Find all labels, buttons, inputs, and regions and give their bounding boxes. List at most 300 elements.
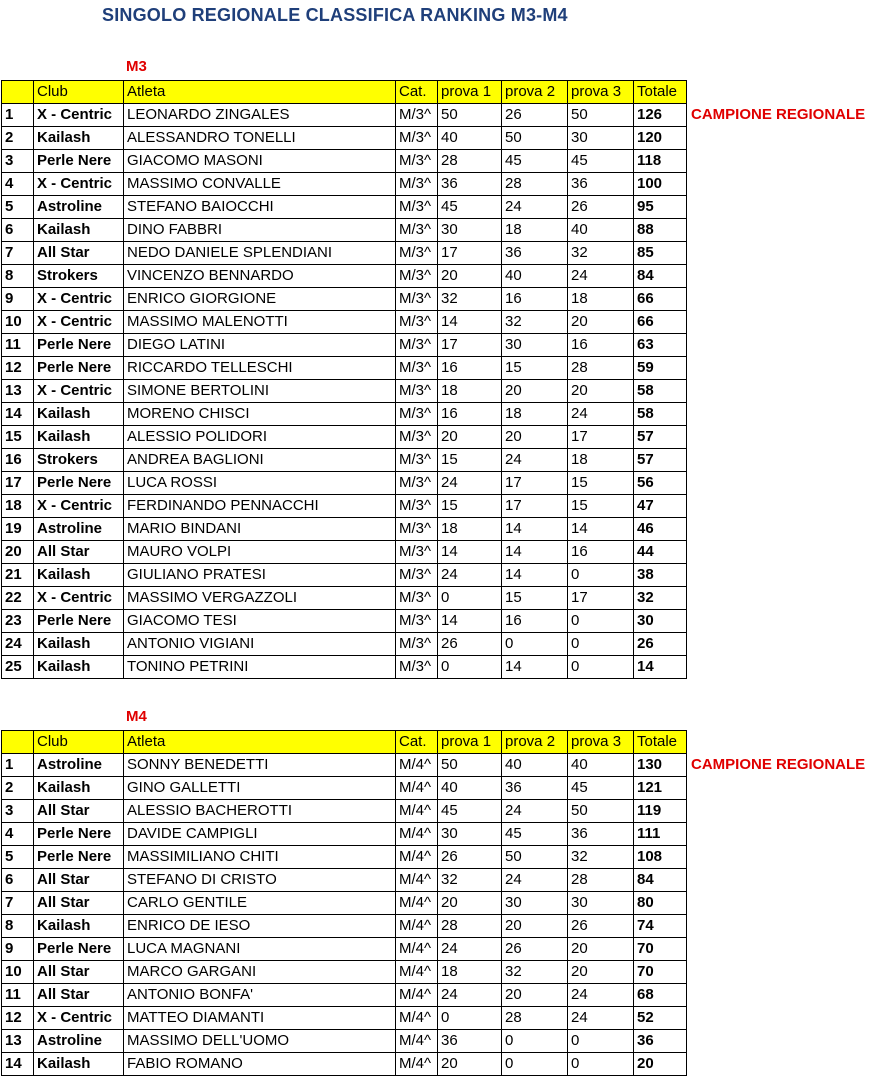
cell-prova-3: 15 <box>568 472 634 495</box>
cell-totale: 111 <box>634 823 687 846</box>
cell-prova-3: 36 <box>568 823 634 846</box>
table-row <box>2 150 687 173</box>
cell-atleta: SIMONE BERTOLINI <box>124 380 396 403</box>
header-cat: Cat. <box>396 731 438 754</box>
cell-rank: 23 <box>2 610 34 633</box>
cell-prova-1: 24 <box>438 938 502 961</box>
cell-totale: 20 <box>634 1053 687 1076</box>
cell-cat: M/3^ <box>396 150 438 173</box>
cell-rank: 20 <box>2 541 34 564</box>
cell-totale: 84 <box>634 265 687 288</box>
cell-cat: M/3^ <box>396 610 438 633</box>
cell-prova-2: 45 <box>502 823 568 846</box>
cell-atleta: NEDO DANIELE SPLENDIANI <box>124 242 396 265</box>
cell-cat: M/3^ <box>396 265 438 288</box>
table-row <box>2 984 687 1007</box>
cell-prova-3: 36 <box>568 173 634 196</box>
cell-totale: 57 <box>634 449 687 472</box>
cell-atleta: ALESSIO BACHEROTTI <box>124 800 396 823</box>
cell-totale: 118 <box>634 150 687 173</box>
table-row <box>2 403 687 426</box>
cell-cat: M/3^ <box>396 656 438 679</box>
cell-rank: 7 <box>2 242 34 265</box>
cell-club: Kailash <box>34 633 124 656</box>
cell-prova-2: 20 <box>502 380 568 403</box>
cell-rank: 22 <box>2 587 34 610</box>
cell-prova-3: 28 <box>568 869 634 892</box>
cell-prova-2: 28 <box>502 1007 568 1030</box>
cell-rank: 12 <box>2 1007 34 1030</box>
cell-atleta: VINCENZO BENNARDO <box>124 265 396 288</box>
cell-prova-2: 30 <box>502 892 568 915</box>
cell-cat: M/3^ <box>396 403 438 426</box>
cell-cat: M/3^ <box>396 219 438 242</box>
cell-prova-1: 20 <box>438 426 502 449</box>
cell-atleta: MARCO GARGANI <box>124 961 396 984</box>
header-club: Club <box>34 731 124 754</box>
cell-cat: M/4^ <box>396 938 438 961</box>
cell-prova-1: 16 <box>438 403 502 426</box>
cell-prova-1: 40 <box>438 127 502 150</box>
cell-cat: M/3^ <box>396 127 438 150</box>
cell-club: Kailash <box>34 1053 124 1076</box>
cell-prova-3: 20 <box>568 961 634 984</box>
cell-cat: M/4^ <box>396 961 438 984</box>
cell-atleta: RICCARDO TELLESCHI <box>124 357 396 380</box>
cell-club: Perle Nere <box>34 334 124 357</box>
cell-cat: M/3^ <box>396 311 438 334</box>
cell-club: All Star <box>34 869 124 892</box>
cell-cat: M/3^ <box>396 564 438 587</box>
cell-cat: M/3^ <box>396 104 438 127</box>
cell-totale: 88 <box>634 219 687 242</box>
cell-atleta: MASSIMO DELL'UOMO <box>124 1030 396 1053</box>
cell-totale: 121 <box>634 777 687 800</box>
cell-prova-2: 14 <box>502 518 568 541</box>
table-row <box>2 1053 687 1076</box>
cell-totale: 36 <box>634 1030 687 1053</box>
cell-prova-2: 18 <box>502 403 568 426</box>
cell-prova-1: 0 <box>438 587 502 610</box>
cell-prova-1: 28 <box>438 150 502 173</box>
cell-club: X - Centric <box>34 587 124 610</box>
cell-prova-1: 14 <box>438 610 502 633</box>
cell-cat: M/4^ <box>396 777 438 800</box>
cell-prova-3: 0 <box>568 633 634 656</box>
cell-prova-2: 24 <box>502 869 568 892</box>
cell-prova-3: 26 <box>568 196 634 219</box>
cell-prova-1: 14 <box>438 311 502 334</box>
cell-totale: 58 <box>634 403 687 426</box>
cell-prova-2: 50 <box>502 127 568 150</box>
cell-cat: M/3^ <box>396 242 438 265</box>
cell-cat: M/4^ <box>396 1007 438 1030</box>
header-row <box>2 731 687 754</box>
cell-prova-1: 17 <box>438 242 502 265</box>
cell-atleta: DINO FABBRI <box>124 219 396 242</box>
table-row <box>2 288 687 311</box>
header-rank <box>2 731 34 754</box>
table-row <box>2 334 687 357</box>
cell-rank: 18 <box>2 495 34 518</box>
cell-cat: M/4^ <box>396 892 438 915</box>
table-row <box>2 127 687 150</box>
cell-club: Perle Nere <box>34 472 124 495</box>
cell-prova-3: 18 <box>568 449 634 472</box>
section-label-m3: M3 <box>126 58 147 75</box>
cell-prova-2: 26 <box>502 104 568 127</box>
header-row <box>2 81 687 104</box>
cell-cat: M/4^ <box>396 869 438 892</box>
cell-club: Kailash <box>34 127 124 150</box>
cell-atleta: STEFANO BAIOCCHI <box>124 196 396 219</box>
cell-rank: 7 <box>2 892 34 915</box>
cell-prova-3: 0 <box>568 1030 634 1053</box>
cell-club: Kailash <box>34 564 124 587</box>
cell-club: X - Centric <box>34 380 124 403</box>
cell-prova-2: 17 <box>502 472 568 495</box>
cell-atleta: MASSIMILIANO CHITI <box>124 846 396 869</box>
cell-cat: M/3^ <box>396 449 438 472</box>
cell-totale: 74 <box>634 915 687 938</box>
cell-prova-3: 45 <box>568 150 634 173</box>
cell-prova-3: 45 <box>568 777 634 800</box>
table-row <box>2 196 687 219</box>
cell-prova-1: 20 <box>438 892 502 915</box>
cell-prova-1: 20 <box>438 265 502 288</box>
cell-prova-3: 50 <box>568 104 634 127</box>
cell-atleta: FABIO ROMANO <box>124 1053 396 1076</box>
cell-prova-3: 28 <box>568 357 634 380</box>
cell-club: Kailash <box>34 777 124 800</box>
cell-prova-3: 18 <box>568 288 634 311</box>
cell-prova-3: 15 <box>568 495 634 518</box>
ranking-table-m3 <box>1 80 687 679</box>
cell-prova-2: 28 <box>502 173 568 196</box>
cell-rank: 9 <box>2 288 34 311</box>
cell-cat: M/4^ <box>396 915 438 938</box>
cell-atleta: MASSIMO VERGAZZOLI <box>124 587 396 610</box>
cell-totale: 63 <box>634 334 687 357</box>
cell-club: All Star <box>34 892 124 915</box>
cell-cat: M/3^ <box>396 587 438 610</box>
cell-prova-1: 50 <box>438 754 502 777</box>
cell-rank: 5 <box>2 846 34 869</box>
cell-atleta: GIULIANO PRATESI <box>124 564 396 587</box>
cell-club: Astroline <box>34 196 124 219</box>
cell-prova-3: 0 <box>568 610 634 633</box>
cell-prova-1: 45 <box>438 196 502 219</box>
cell-rank: 13 <box>2 380 34 403</box>
cell-atleta: LUCA MAGNANI <box>124 938 396 961</box>
cell-rank: 8 <box>2 265 34 288</box>
cell-prova-3: 24 <box>568 403 634 426</box>
table-row <box>2 587 687 610</box>
cell-rank: 3 <box>2 150 34 173</box>
cell-club: Perle Nere <box>34 610 124 633</box>
cell-prova-2: 45 <box>502 150 568 173</box>
cell-atleta: DIEGO LATINI <box>124 334 396 357</box>
cell-prova-1: 0 <box>438 656 502 679</box>
cell-prova-1: 24 <box>438 472 502 495</box>
table-row <box>2 357 687 380</box>
cell-prova-2: 14 <box>502 564 568 587</box>
cell-club: Perle Nere <box>34 357 124 380</box>
cell-prova-1: 26 <box>438 846 502 869</box>
cell-cat: M/3^ <box>396 288 438 311</box>
header-prova-2: prova 2 <box>502 731 568 754</box>
cell-club: Kailash <box>34 219 124 242</box>
cell-rank: 4 <box>2 173 34 196</box>
cell-club: X - Centric <box>34 104 124 127</box>
cell-atleta: ALESSANDRO TONELLI <box>124 127 396 150</box>
cell-club: Strokers <box>34 449 124 472</box>
cell-prova-1: 20 <box>438 1053 502 1076</box>
cell-cat: M/3^ <box>396 196 438 219</box>
header-totale: Totale <box>634 81 687 104</box>
cell-rank: 16 <box>2 449 34 472</box>
cell-club: Astroline <box>34 754 124 777</box>
cell-prova-3: 30 <box>568 127 634 150</box>
cell-prova-1: 30 <box>438 823 502 846</box>
cell-prova-1: 15 <box>438 495 502 518</box>
cell-totale: 66 <box>634 288 687 311</box>
table-row <box>2 938 687 961</box>
cell-atleta: MASSIMO MALENOTTI <box>124 311 396 334</box>
cell-totale: 119 <box>634 800 687 823</box>
header-totale: Totale <box>634 731 687 754</box>
cell-atleta: FERDINANDO PENNACCHI <box>124 495 396 518</box>
header-prova-3: prova 3 <box>568 731 634 754</box>
cell-rank: 13 <box>2 1030 34 1053</box>
cell-totale: 68 <box>634 984 687 1007</box>
cell-club: Kailash <box>34 403 124 426</box>
cell-prova-3: 40 <box>568 754 634 777</box>
cell-prova-2: 15 <box>502 357 568 380</box>
cell-totale: 30 <box>634 610 687 633</box>
cell-prova-2: 14 <box>502 656 568 679</box>
cell-totale: 44 <box>634 541 687 564</box>
table-row <box>2 754 687 777</box>
cell-club: All Star <box>34 541 124 564</box>
cell-prova-1: 0 <box>438 1007 502 1030</box>
cell-club: X - Centric <box>34 288 124 311</box>
cell-prova-1: 16 <box>438 357 502 380</box>
cell-atleta: MORENO CHISCI <box>124 403 396 426</box>
cell-prova-2: 20 <box>502 915 568 938</box>
cell-totale: 32 <box>634 587 687 610</box>
cell-totale: 126 <box>634 104 687 127</box>
cell-totale: 46 <box>634 518 687 541</box>
table-row <box>2 242 687 265</box>
cell-totale: 58 <box>634 380 687 403</box>
cell-prova-2: 36 <box>502 242 568 265</box>
cell-totale: 120 <box>634 127 687 150</box>
section-label-m4: M4 <box>126 708 147 725</box>
cell-cat: M/4^ <box>396 823 438 846</box>
cell-cat: M/3^ <box>396 495 438 518</box>
header-atleta: Atleta <box>124 731 396 754</box>
cell-club: Kailash <box>34 426 124 449</box>
cell-club: Astroline <box>34 518 124 541</box>
cell-cat: M/3^ <box>396 541 438 564</box>
cell-prova-2: 50 <box>502 846 568 869</box>
cell-club: Perle Nere <box>34 150 124 173</box>
cell-prova-3: 40 <box>568 219 634 242</box>
cell-prova-3: 0 <box>568 656 634 679</box>
cell-prova-2: 16 <box>502 288 568 311</box>
header-cat: Cat. <box>396 81 438 104</box>
cell-totale: 84 <box>634 869 687 892</box>
cell-club: X - Centric <box>34 495 124 518</box>
cell-cat: M/4^ <box>396 984 438 1007</box>
table-row <box>2 219 687 242</box>
cell-rank: 15 <box>2 426 34 449</box>
cell-club: X - Centric <box>34 1007 124 1030</box>
cell-rank: 12 <box>2 357 34 380</box>
cell-cat: M/4^ <box>396 1030 438 1053</box>
cell-club: X - Centric <box>34 311 124 334</box>
cell-rank: 10 <box>2 311 34 334</box>
cell-prova-1: 15 <box>438 449 502 472</box>
cell-totale: 38 <box>634 564 687 587</box>
cell-atleta: GIACOMO TESI <box>124 610 396 633</box>
cell-prova-2: 24 <box>502 800 568 823</box>
cell-club: All Star <box>34 984 124 1007</box>
table-row <box>2 915 687 938</box>
cell-prova-3: 0 <box>568 564 634 587</box>
cell-club: Strokers <box>34 265 124 288</box>
table-row <box>2 800 687 823</box>
cell-prova-1: 30 <box>438 219 502 242</box>
cell-atleta: MARIO BINDANI <box>124 518 396 541</box>
table-row <box>2 777 687 800</box>
table-row <box>2 846 687 869</box>
cell-club: Perle Nere <box>34 846 124 869</box>
cell-rank: 8 <box>2 915 34 938</box>
cell-prova-2: 24 <box>502 196 568 219</box>
cell-atleta: ENRICO GIORGIONE <box>124 288 396 311</box>
cell-rank: 1 <box>2 104 34 127</box>
cell-atleta: GIACOMO MASONI <box>124 150 396 173</box>
table-row <box>2 823 687 846</box>
cell-rank: 9 <box>2 938 34 961</box>
cell-prova-2: 36 <box>502 777 568 800</box>
cell-cat: M/3^ <box>396 472 438 495</box>
cell-totale: 130 <box>634 754 687 777</box>
cell-prova-2: 32 <box>502 961 568 984</box>
header-rank <box>2 81 34 104</box>
cell-prova-1: 18 <box>438 380 502 403</box>
table-row <box>2 961 687 984</box>
cell-prova-2: 16 <box>502 610 568 633</box>
cell-atleta: ANTONIO VIGIANI <box>124 633 396 656</box>
cell-atleta: MASSIMO CONVALLE <box>124 173 396 196</box>
cell-rank: 1 <box>2 754 34 777</box>
cell-totale: 70 <box>634 938 687 961</box>
header-club: Club <box>34 81 124 104</box>
cell-atleta: CARLO GENTILE <box>124 892 396 915</box>
cell-prova-3: 24 <box>568 265 634 288</box>
cell-prova-3: 20 <box>568 380 634 403</box>
cell-prova-1: 17 <box>438 334 502 357</box>
cell-rank: 11 <box>2 984 34 1007</box>
cell-prova-2: 0 <box>502 633 568 656</box>
table-row <box>2 564 687 587</box>
cell-prova-3: 17 <box>568 587 634 610</box>
cell-atleta: TONINO PETRINI <box>124 656 396 679</box>
cell-prova-2: 18 <box>502 219 568 242</box>
cell-atleta: MAURO VOLPI <box>124 541 396 564</box>
cell-prova-2: 32 <box>502 311 568 334</box>
cell-rank: 6 <box>2 869 34 892</box>
table-row <box>2 1030 687 1053</box>
cell-prova-1: 24 <box>438 564 502 587</box>
campione-regionale-m3: CAMPIONE REGIONALE <box>691 106 866 123</box>
cell-rank: 3 <box>2 800 34 823</box>
cell-atleta: LUCA ROSSI <box>124 472 396 495</box>
cell-totale: 52 <box>634 1007 687 1030</box>
cell-cat: M/4^ <box>396 754 438 777</box>
header-prova-1: prova 1 <box>438 81 502 104</box>
cell-cat: M/3^ <box>396 426 438 449</box>
ranking-table-m4 <box>1 730 687 1076</box>
table-row <box>2 380 687 403</box>
cell-atleta: DAVIDE CAMPIGLI <box>124 823 396 846</box>
cell-atleta: LEONARDO ZINGALES <box>124 104 396 127</box>
cell-prova-3: 50 <box>568 800 634 823</box>
cell-prova-1: 36 <box>438 173 502 196</box>
cell-totale: 100 <box>634 173 687 196</box>
cell-prova-2: 40 <box>502 265 568 288</box>
cell-prova-1: 26 <box>438 633 502 656</box>
cell-totale: 80 <box>634 892 687 915</box>
table-row <box>2 633 687 656</box>
table-row <box>2 472 687 495</box>
table-row <box>2 656 687 679</box>
cell-prova-3: 32 <box>568 846 634 869</box>
cell-rank: 5 <box>2 196 34 219</box>
cell-atleta: STEFANO DI CRISTO <box>124 869 396 892</box>
table-row <box>2 495 687 518</box>
cell-totale: 85 <box>634 242 687 265</box>
cell-prova-1: 40 <box>438 777 502 800</box>
table-row <box>2 173 687 196</box>
cell-cat: M/3^ <box>396 633 438 656</box>
cell-prova-3: 24 <box>568 1007 634 1030</box>
table-row <box>2 426 687 449</box>
cell-atleta: GINO GALLETTI <box>124 777 396 800</box>
cell-club: All Star <box>34 800 124 823</box>
cell-totale: 108 <box>634 846 687 869</box>
cell-cat: M/4^ <box>396 1053 438 1076</box>
cell-totale: 66 <box>634 311 687 334</box>
cell-prova-2: 40 <box>502 754 568 777</box>
cell-rank: 11 <box>2 334 34 357</box>
cell-totale: 57 <box>634 426 687 449</box>
cell-prova-1: 28 <box>438 915 502 938</box>
cell-atleta: MATTEO DIAMANTI <box>124 1007 396 1030</box>
cell-prova-2: 24 <box>502 449 568 472</box>
cell-prova-3: 32 <box>568 242 634 265</box>
cell-rank: 19 <box>2 518 34 541</box>
cell-club: X - Centric <box>34 173 124 196</box>
cell-prova-1: 32 <box>438 288 502 311</box>
table-row <box>2 1007 687 1030</box>
cell-prova-1: 18 <box>438 518 502 541</box>
cell-rank: 21 <box>2 564 34 587</box>
table-row <box>2 265 687 288</box>
